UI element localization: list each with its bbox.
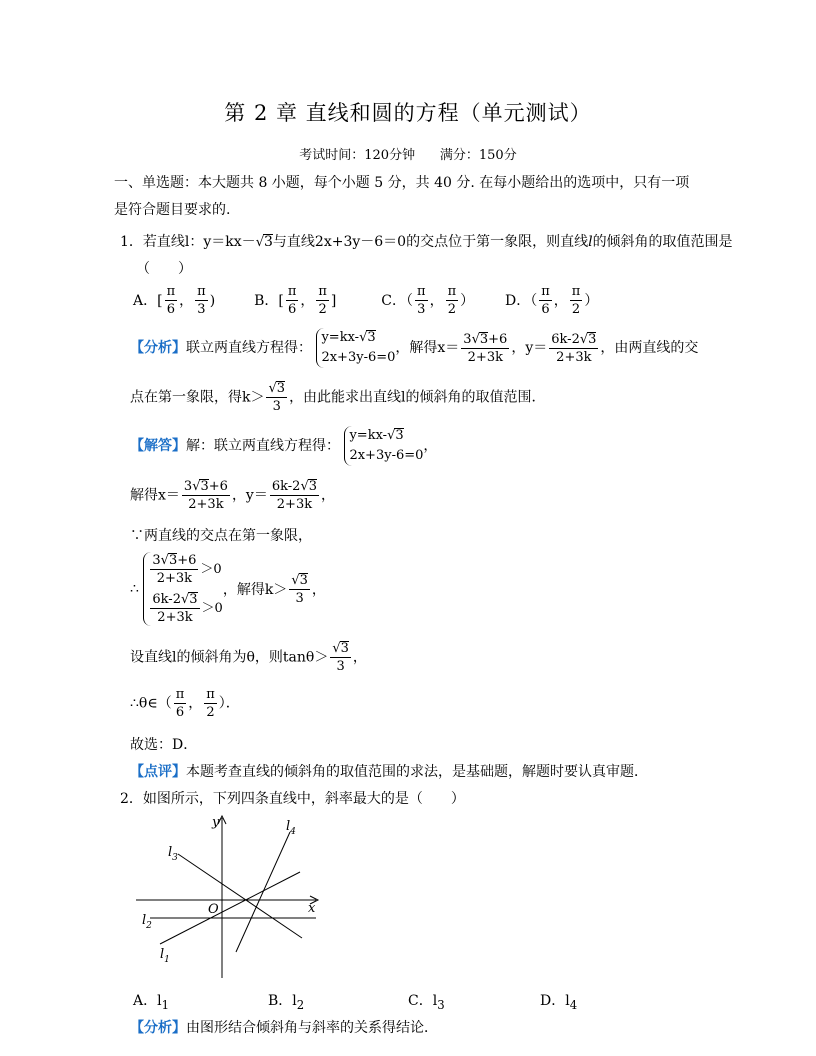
- q1-analysis-2: 点在第一象限，得k＞ $\frac{√3}{3}$ ，由此能求出直线l的倾斜角的取值范围．: [130, 381, 546, 414]
- q2-options: [133, 990, 577, 1012]
- line-l1: [160, 872, 300, 944]
- q1-set-theta: 设直线l的倾斜角为θ，则tanθ＞ $\frac{√3}{3}$ ，: [130, 641, 367, 674]
- q1-answer: 【解答】解：联立两直线方程得： y=kx-√3 2x+3y-6=0 ，: [130, 426, 437, 466]
- q1-since: ∵两直线的交点在第一象限，: [130, 528, 312, 544]
- option-a[interactable]: A．[ $\frac{\pi}{6}$ ， $\frac{\pi}{3}$ ): [133, 284, 216, 317]
- q1-choose: 故选：D．: [130, 737, 198, 753]
- y-label: y: [212, 815, 220, 830]
- q1-theta-range: ∴θ∈（ $\frac{\pi}{6}$ ， $\frac{\pi}{2}$ ）．: [130, 687, 240, 720]
- label-l4: $l_4$: [286, 819, 296, 837]
- origin-label: O: [208, 902, 219, 917]
- exam-info: [0, 144, 816, 163]
- label-l3: $l_3$: [168, 845, 178, 863]
- q2-analysis: 【分析】由图形结合倾斜角与斜率的关系得结论．: [130, 1020, 438, 1036]
- exam-time: 考试时间：120分钟: [299, 148, 416, 163]
- q1-stem: 1．若直线l：y＝kx－√3与直线2x+3y－6＝0的交点位于第一象限，则直线l的倾斜角的取值范围是: [120, 234, 733, 250]
- q1-solve: 解得x＝ $\frac{3√3+6}{2+3k}$ ，y＝ $\frac{6k-2√3}{2+3k}$ ，: [130, 479, 336, 512]
- q1-analysis: 【分析】联立两直线方程得： y=kx-√3 2x+3y-6=0 ，解得x＝ $\frac{3√3+6}{2+3k}$ ，y＝ $\frac{6k-2√3}{2+3k}$ ，由两直线的交: [130, 328, 698, 368]
- q1-paren: （ ）: [136, 261, 192, 277]
- line-l4: [236, 832, 290, 952]
- x-label: x: [308, 901, 316, 916]
- option-c[interactable]: C．$l_3$: [408, 993, 445, 1012]
- option-b[interactable]: B．[ $\frac{\pi}{6}$ ， $\frac{\pi}{2}$ ]: [254, 284, 337, 317]
- section-heading-2: 是符合题目要求的.: [114, 202, 231, 218]
- q2-stem: 2．如图所示，下列四条直线中，斜率最大的是（ ）: [120, 791, 465, 807]
- q1-inequality-system: ∴ $\frac{3√3+6}{2+3k}$ ＞0 $\frac{6k-2√3}{2+3k}$ ＞0 ，解得k＞ $\frac{√3}{3}$ ，: [130, 553, 326, 625]
- option-d[interactable]: D．（ $\frac{\pi}{6}$ ， $\frac{\pi}{2}$ ）: [505, 284, 599, 317]
- section-heading: 一、单选题：本大题共 8 小题，每个小题 5 分，共 40 分. 在每小题给出的选项中，只有一项: [114, 175, 690, 191]
- exam-score: 满分：150分: [439, 148, 517, 163]
- q2-figure: [130, 812, 330, 980]
- option-a[interactable]: A．$l_1$: [133, 993, 170, 1012]
- option-c[interactable]: C．（ $\frac{\pi}{3}$ ， $\frac{\pi}{2}$ ）: [381, 284, 475, 317]
- label-l2: $l_2$: [142, 913, 152, 931]
- label-l1: $l_1$: [160, 947, 170, 965]
- q1-options: [133, 283, 598, 318]
- page-title: 第 2 章 直线和圆的方程（单元测试）: [224, 101, 592, 125]
- option-b[interactable]: B．$l_2$: [268, 993, 305, 1012]
- option-d[interactable]: D．$l_4$: [540, 993, 578, 1012]
- q1-comment: 【点评】本题考查直线的倾斜角的取值范围的求法，是基础题，解题时要认真审题．: [130, 764, 648, 780]
